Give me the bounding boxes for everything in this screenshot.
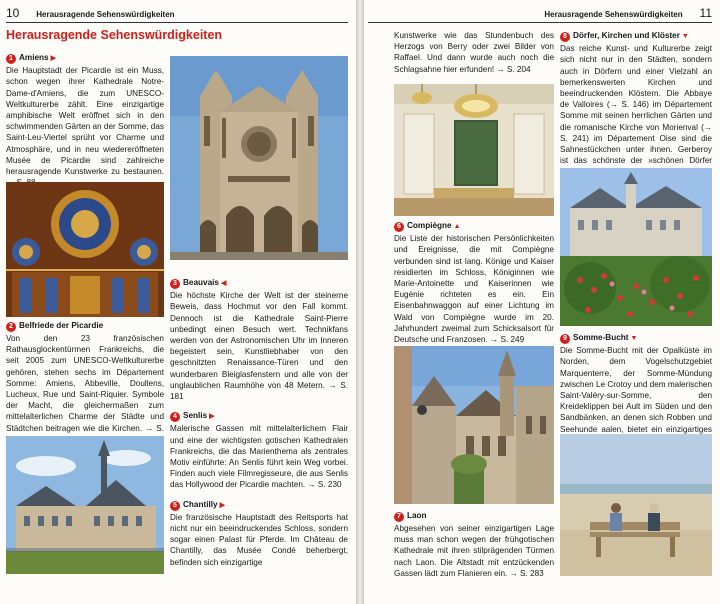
section-heading-beauvais: 3 Beauvais ◀ (170, 277, 348, 289)
photo-belfry-ceiling (6, 182, 164, 317)
left-column-text-2 (6, 320, 164, 445)
section-heading-doerfer: 8 Dörfer, Kirchen und Klöster ▼ (560, 30, 712, 42)
left-header-rule (6, 22, 348, 23)
section-text-beauvais: Die höchste Kirche der Welt ist der steinerne Beweis, dass Hochmut vor den Fall kommt. Dennoch ist die Kathedrale Saint-Pierre unbedingt einen Besuch wert. Technikfans werden von der Astronomischen Uhr im Inneren begeistert sein, Kunstliebhaber von den geschnitzten Renaissance-Türen und den wunderbaren Bleiglasfenstern und alle von der unglaublichen Raumhöhe von 48 Metern. → S. 181 (170, 291, 348, 402)
section-text-belfriede: Von den 23 französischen Rathausglockentürmen Frankreichs, die seit 2005 zum UNESCO-Weltkulturerbe gehören, stehen sechs im Département Somme: Amiens, Abbeville, Doullens, Lucheux, Rue und Saint-Riquier. Symbole der Macht, die gleichermaßen zum mittelalterlichen Charme der Städte und Städtchen beitragen wie die Kirchen. → S. (6, 334, 164, 433)
section-text-compiegne: Die Liste der historischen Persönlichkeiten und Ereignisse, die mit Compiègne verbunden sind ist lang. Könige und Kaiser residierten im Schloss, Königinnen wie Marie-Antoinette und Kaiserinnen wie Eugénie richteten es ein. Ein Eisenbahnwaggon auf einer Lichtung im Wald von Compiègne wurde im 20. Jahrhundert zweimal zum Schicksalsort für Deutsche und Franzosen. → S. 249 (394, 234, 554, 345)
right-header-rule (368, 22, 712, 23)
section-heading-amiens: 1 Amiens ▶ (6, 52, 164, 64)
right-page-number: 11 (699, 6, 712, 20)
right-header-title: Herausragende Sehenswürdigkeiten (544, 10, 683, 19)
photo-chantilly-castle (6, 436, 164, 574)
section-text-somme-bucht: Die Somme-Bucht mit der Opalküste im Norden, dem Vogelschutzgebiet Marquenterre, der Somme-Mündung zwischen Le Crotoy und dem malerischen Saint-Valéry-sur-Somme, den Kreideklippen bei Ault im Süden und den Sandbänken, an denen sich Robben und Seehunde aalen, bietet ein einzigartiges (560, 346, 712, 434)
section-text-laon: Abgesehen von seiner einzigartigen Lage muss man schon wegen der frühgotischen Kathedrale mit ihren stilprägenden Türmen nach Laon. Die Altstadt mit entzückenden Gassen lädt zum Flanieren ein. → S. 283 (394, 524, 554, 578)
photo-somme-bay-bench (560, 434, 712, 576)
photo-laon-cathedral (394, 346, 554, 504)
left-page-number: 10 (6, 6, 20, 20)
chantilly-continued-text: Kunstwerke wie das Stundenbuch des Herzogs von Berry oder zwei Bilder von Raffael. Und dann wurde auch noch die Schlagsahne hier erfunden! → S. 204 (394, 31, 554, 74)
photo-amiens-cathedral (170, 56, 348, 260)
photo-valloires-gardens (560, 168, 712, 326)
left-column-text-1 (6, 52, 164, 188)
section-heading-senlis: 4 Senlis ▶ (170, 410, 348, 422)
right-page-right-column (560, 30, 712, 178)
section-text-amiens: Die Hauptstadt der Picardie ist ein Muss, schon wegen ihrer Kathedrale Notre-Dame-d'Amiens, die zum UNESCO-Weltkulturerbe zählt. Eine einzigartige amphibische Welt eröffnet sich in den schwimmenden Gärten an der Somme, das Saint-Leu-Viertel sprüht vor Charme und Atmosphäre, und in neu wiedereröffneten Musée de Picardie sind zahlreiche herausragende Kunstwerke zu bestaunen. (6, 66, 164, 177)
right-page-left-column (394, 220, 554, 345)
book-gutter (356, 0, 364, 604)
left-running-header (6, 6, 348, 22)
right-running-header (368, 6, 712, 22)
section-text-senlis: Malerische Gassen mit mittelalterlichem Flair und eine der wichtigsten gotischen Kathedralen Frankreichs, die das Marienthema als zentrales Motiv einführte: An Senlis führt kein Weg vorbei. Finden auch viele Filmregisseure, die aus Senlis das Hollywood der Picardie machten. → S. 230 (170, 424, 348, 490)
right-page-right-column-2 (560, 332, 712, 446)
left-page-right-column (170, 277, 348, 568)
section-heading-compiegne: 6 Compiègne ▲ (394, 220, 554, 232)
section-text-chantilly: Die französische Hauptstadt des Reitsports hat nicht nur ein beeindruckendes Schloss, sondern sogar einen Palast für Pferde. Im Château de Chantilly, das Musée Condé beherbergt, befinden sich einzigartige (170, 512, 348, 567)
photo-compiegne-interior (394, 84, 554, 216)
right-page (364, 0, 720, 604)
section-heading-somme-bucht: 9 Somme-Bucht ▼ (560, 332, 712, 344)
main-title: Herausragende Sehenswürdigkeiten (6, 28, 223, 42)
section-heading-belfriede: 2 Belfriede der Picardie (6, 320, 164, 332)
left-page (0, 0, 356, 604)
left-header-title: Herausragende Sehenswürdigkeiten (36, 10, 175, 19)
section-heading-chantilly: 5 Chantilly ▶ (170, 499, 348, 511)
section-heading-laon: 7 Laon (394, 510, 554, 522)
right-page-left-column-2 (394, 510, 554, 579)
section-text-doerfer: Das reiche Kunst- und Kulturerbe zeigt sich nicht nur in den Städten, sondern auch in Dörfern und einer Vielzahl an bemerkenswerten Kirchen und beeindruckenden Klöstern. Die Abbaye de Valloires (→ S. 146) im Département Somme mit seinen herrlichen Gärten und die romanische Kirche von Morienval (→ S. 241) im Département Oise sind die Sahnestückchen unter ihnen. Gerberoy ist das schönste der »schönen Dörfer (560, 44, 712, 166)
